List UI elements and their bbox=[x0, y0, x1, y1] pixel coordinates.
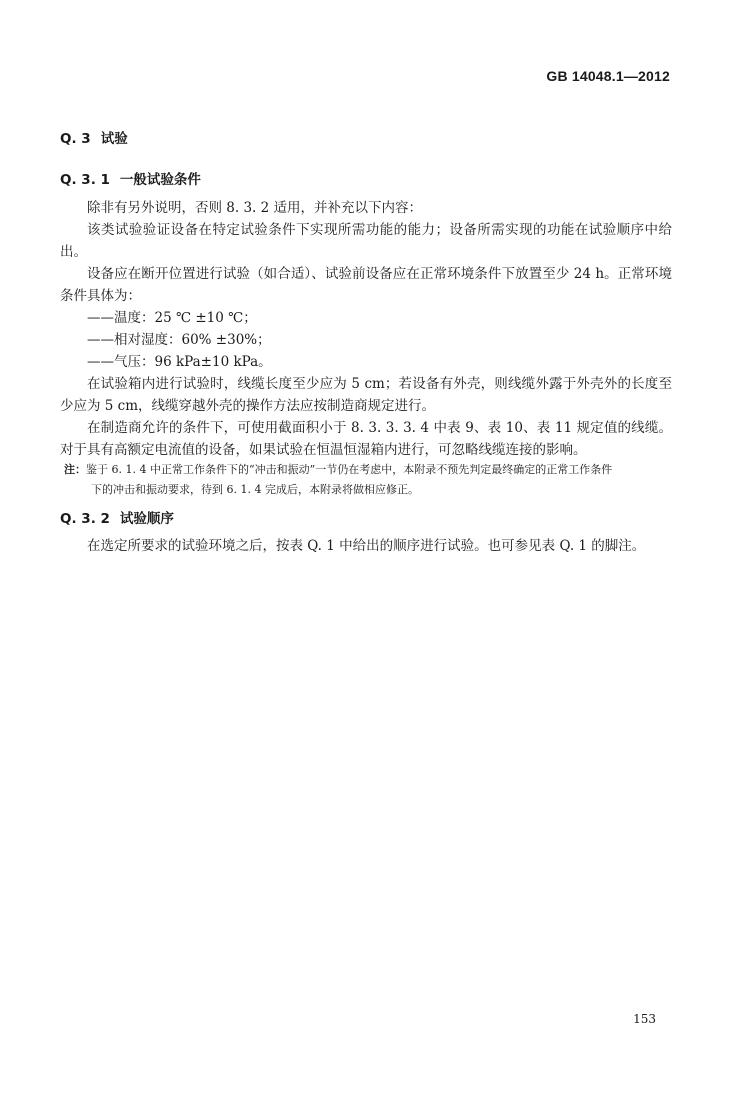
section-heading-q31 bbox=[60, 168, 201, 188]
paragraph: 在试验箱内进行试验时，线缆长度至少应为 5 cm；若设备有外壳，则线缆外露于外壳外的长度至少应为 5 cm，线缆穿越外壳的操作方法应按制造商规定进行。 bbox=[60, 376, 672, 414]
section-number: Q. 3 bbox=[60, 131, 91, 147]
paragraph: 在选定所要求的试验环境之后，按表 Q. 1 中给出的顺序进行试验。也可参见表 Q. 1 的脚注。 bbox=[87, 538, 646, 554]
paragraph: 除非有另外说明，否则 8. 3. 2 适用，并补充以下内容： bbox=[87, 200, 423, 216]
paragraph: 该类试验验证设备在特定试验条件下实现所需功能的能力；设备所需实现的功能在试验顺序中给出。 bbox=[60, 222, 672, 260]
section-number: Q. 3. 2 bbox=[60, 511, 110, 527]
note-label: 注： bbox=[64, 463, 86, 476]
section-number: Q. 3. 1 bbox=[60, 172, 110, 188]
list-item: ——温度：25 ℃ ±10 ℃； bbox=[87, 310, 257, 326]
list-item: ——相对湿度：60% ±30%； bbox=[87, 332, 271, 348]
standard-number: GB 14048.1—2012 bbox=[546, 68, 670, 84]
list-item: ——气压：96 kPa±10 kPa。 bbox=[87, 354, 272, 370]
section-heading-q32 bbox=[60, 507, 174, 527]
page-number: 153 bbox=[633, 1012, 656, 1026]
section-heading-q3 bbox=[60, 127, 128, 147]
paragraph: 设备应在断开位置进行试验（如合适）、试验前设备应在正常环境条件下放置至少 24 h。正常环境条件具体为： bbox=[60, 266, 672, 304]
paragraph: 在制造商允许的条件下，可使用截面积小于 8. 3. 3. 3. 4 中表 9、表 10、表 11 规定值的线缆。对于具有高额定电流值的设备，如果试验在恒温恒湿箱内进行，可忽略线缆连接的影响。 bbox=[60, 420, 672, 458]
section-title: 试验 bbox=[100, 131, 128, 147]
section-title: 试验顺序 bbox=[119, 511, 174, 527]
note-text: 鉴于 6. 1. 4 中正常工作条件下的“冲击和振动”一节仍在考虑中，本附录不预先判定最终确定的正常工作条件 bbox=[86, 463, 613, 476]
note bbox=[64, 460, 676, 500]
section-title: 一般试验条件 bbox=[119, 172, 201, 188]
note-text: 下的冲击和振动要求，待到 6. 1. 4 完成后，本附录将做相应修正。 bbox=[91, 483, 419, 496]
